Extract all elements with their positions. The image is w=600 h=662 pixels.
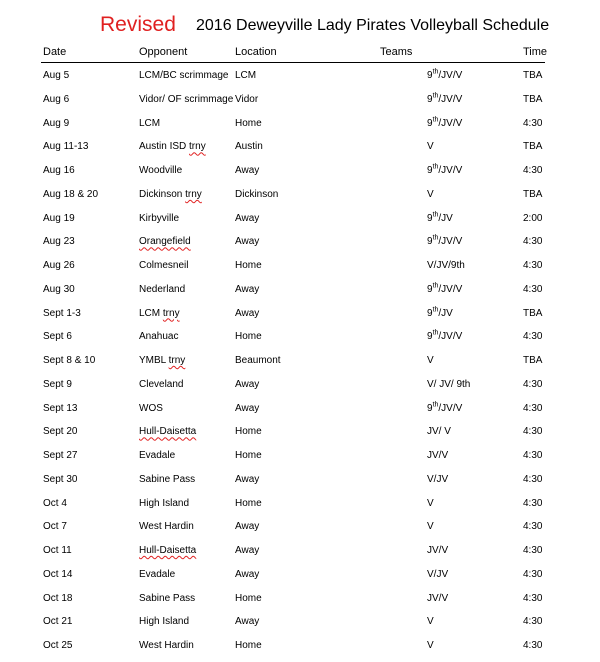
cell-time: TBA <box>523 93 543 105</box>
cell-opponent: Austin ISD trny <box>139 141 206 153</box>
page-title: 2016 Deweyville Lady Pirates Volleyball Schedule <box>196 17 550 34</box>
cell-teams: JV/V <box>427 592 449 604</box>
cell-teams: JV/V <box>427 450 449 461</box>
cell-opponent: Anahuac <box>139 331 179 343</box>
cell-teams: V <box>427 640 434 651</box>
table-row <box>0 424 600 448</box>
cell-location: Home <box>235 331 262 343</box>
cell-time: 4:30 <box>523 331 543 343</box>
cell-opponent: LCM <box>139 117 161 129</box>
cell-time: TBA <box>523 307 543 319</box>
cell-opponent: High Island <box>139 616 190 628</box>
table-row <box>0 211 600 235</box>
table-row <box>0 353 600 377</box>
cell-opponent: West Hardin <box>139 521 194 533</box>
table-row <box>0 92 600 116</box>
cell-date: Oct 7 <box>43 521 67 533</box>
table-row <box>0 543 600 567</box>
document-title-row <box>0 12 600 40</box>
cell-teams: 9th/JV/V <box>427 282 463 295</box>
cell-date: Oct 14 <box>43 568 73 580</box>
cell-location: LCM <box>235 70 257 81</box>
cell-location: Away <box>235 568 260 580</box>
cell-teams: V <box>427 141 434 153</box>
cell-location: Away <box>235 521 260 533</box>
cell-teams: V <box>427 188 434 200</box>
cell-teams: V <box>427 497 434 509</box>
cell-time: 2:00 <box>523 212 543 224</box>
cell-opponent: Woodville <box>139 165 183 176</box>
cell-date: Aug 26 <box>43 260 75 271</box>
cell-opponent: LCM trny <box>139 307 180 319</box>
cell-location: Away <box>235 616 260 628</box>
table-row <box>0 306 600 330</box>
cell-location: Home <box>235 640 262 651</box>
cell-location: Dickinson <box>235 188 279 200</box>
cell-location: Away <box>235 378 260 390</box>
cell-opponent: Vidor/ OF scrimmage <box>139 93 234 105</box>
cell-location: Home <box>235 260 262 271</box>
cell-time: 4:30 <box>523 117 543 129</box>
table-row <box>0 377 600 401</box>
cell-opponent: Sabine Pass <box>139 592 196 604</box>
cell-time: TBA <box>523 355 543 366</box>
cell-teams: V/JV <box>427 568 449 580</box>
cell-time: 4:30 <box>523 236 543 248</box>
cell-opponent: WOS <box>139 402 163 414</box>
table-row <box>0 472 600 496</box>
cell-date: Sept 20 <box>43 426 78 438</box>
revised-label: Revised <box>100 13 176 36</box>
table-row <box>0 282 600 306</box>
cell-date: Aug 11-13 <box>43 141 89 153</box>
cell-teams: V/ JV/ 9th <box>427 378 471 390</box>
cell-location: Away <box>235 545 260 556</box>
cell-teams: V <box>427 521 434 533</box>
cell-opponent: YMBL trny <box>139 355 186 366</box>
cell-teams: 9th/JV/V <box>427 116 463 129</box>
cell-location: Away <box>235 236 260 248</box>
cell-opponent: LCM/BC scrimmage <box>139 70 229 81</box>
header-divider <box>41 62 545 63</box>
cell-teams: 9th/JV <box>427 306 453 319</box>
table-row <box>0 591 600 615</box>
cell-date: Sept 27 <box>43 450 78 461</box>
cell-opponent: Kirbyville <box>139 212 180 224</box>
schedule-table <box>0 68 600 662</box>
cell-location: Away <box>235 307 260 319</box>
cell-teams: 9th/JV <box>427 211 453 224</box>
cell-location: Home <box>235 592 262 604</box>
cell-time: 4:30 <box>523 616 543 628</box>
cell-time: TBA <box>523 188 543 200</box>
table-row <box>0 139 600 163</box>
cell-date: Aug 6 <box>43 93 70 105</box>
cell-time: 4:30 <box>523 545 543 556</box>
cell-location: Home <box>235 450 262 461</box>
table-row <box>0 614 600 638</box>
cell-time: 4:30 <box>523 568 543 580</box>
cell-opponent: Nederland <box>139 283 186 295</box>
cell-time: 4:30 <box>523 402 543 414</box>
table-row <box>0 401 600 425</box>
cell-time: 4:30 <box>523 497 543 509</box>
cell-date: Sept 30 <box>43 473 78 485</box>
cell-time: 4:30 <box>523 450 543 461</box>
cell-location: Beaumont <box>235 355 281 366</box>
cell-opponent: Evadale <box>139 568 176 580</box>
cell-date: Aug 16 <box>43 165 75 176</box>
cell-opponent: Dickinson trny <box>139 188 202 200</box>
cell-teams: 9th/JV/V <box>427 163 463 176</box>
cell-date: Aug 5 <box>43 70 70 81</box>
cell-date: Aug 9 <box>43 117 70 129</box>
cell-time: TBA <box>523 70 543 81</box>
cell-teams: 9th/JV/V <box>427 329 463 343</box>
cell-date: Oct 4 <box>43 497 67 509</box>
cell-opponent: Hull-Daisetta <box>139 545 197 556</box>
table-row <box>0 234 600 258</box>
cell-teams: V <box>427 616 434 628</box>
table-row <box>0 638 600 662</box>
cell-date: Aug 30 <box>43 283 75 295</box>
cell-location: Away <box>235 212 260 224</box>
cell-teams: V/JV/9th <box>427 260 465 271</box>
table-row <box>0 496 600 520</box>
cell-location: Home <box>235 117 262 129</box>
cell-opponent: High Island <box>139 497 190 509</box>
table-row <box>0 68 600 92</box>
cell-time: 4:30 <box>523 640 543 651</box>
table-row <box>0 448 600 472</box>
cell-time: 4:30 <box>523 260 543 271</box>
table-row <box>0 519 600 543</box>
cell-opponent: Evadale <box>139 450 176 461</box>
table-row <box>0 163 600 187</box>
cell-teams: 9th/JV/V <box>427 401 463 414</box>
cell-location: Austin <box>235 141 263 153</box>
table-row <box>0 116 600 140</box>
cell-date: Oct 25 <box>43 640 73 651</box>
table-row <box>0 258 600 282</box>
cell-date: Sept 13 <box>43 402 78 414</box>
header-teams: Teams <box>380 46 413 58</box>
cell-time: 4:30 <box>523 473 543 485</box>
cell-date: Sept 6 <box>43 331 72 343</box>
cell-teams: 9th/JV/V <box>427 68 463 81</box>
cell-location: Away <box>235 473 260 485</box>
cell-teams: V/JV <box>427 473 449 485</box>
cell-opponent: Sabine Pass <box>139 473 196 485</box>
cell-date: Aug 18 & 20 <box>43 188 99 200</box>
header-date: Date <box>43 46 67 58</box>
cell-date: Aug 19 <box>43 212 75 224</box>
cell-opponent: Colmesneil <box>139 260 189 271</box>
cell-date: Oct 11 <box>43 545 72 556</box>
cell-date: Sept 1-3 <box>43 307 81 319</box>
cell-time: 4:30 <box>523 521 543 533</box>
cell-teams: V <box>427 355 434 366</box>
cell-opponent: Hull-Daisetta <box>139 426 197 438</box>
cell-date: Oct 21 <box>43 616 73 628</box>
cell-location: Away <box>235 283 260 295</box>
table-row <box>0 187 600 211</box>
cell-location: Home <box>235 426 262 438</box>
cell-location: Away <box>235 402 260 414</box>
cell-time: TBA <box>523 141 543 153</box>
cell-opponent: Orangefield <box>139 236 191 248</box>
header-location: Location <box>235 46 277 58</box>
table-row <box>0 567 600 591</box>
header-opponent: Opponent <box>139 46 188 58</box>
cell-date: Sept 9 <box>43 378 72 390</box>
cell-date: Sept 8 & 10 <box>43 355 96 366</box>
cell-teams: 9th/JV/V <box>427 92 463 105</box>
cell-time: 4:30 <box>523 165 543 176</box>
cell-location: Away <box>235 165 260 176</box>
cell-date: Aug 23 <box>43 236 75 248</box>
cell-time: 4:30 <box>523 378 543 390</box>
cell-time: 4:30 <box>523 592 543 604</box>
table-row <box>0 329 600 353</box>
cell-date: Oct 18 <box>43 592 73 604</box>
cell-teams: JV/V <box>427 545 449 556</box>
cell-teams: 9th/JV/V <box>427 234 463 248</box>
cell-teams: JV/ V <box>427 426 451 438</box>
cell-opponent: West Hardin <box>139 640 194 651</box>
header-time: Time <box>523 46 548 58</box>
cell-location: Home <box>235 497 262 509</box>
cell-time: 4:30 <box>523 426 543 438</box>
cell-location: Vidor <box>235 93 259 105</box>
cell-opponent: Cleveland <box>139 378 184 390</box>
cell-time: 4:30 <box>523 283 543 295</box>
